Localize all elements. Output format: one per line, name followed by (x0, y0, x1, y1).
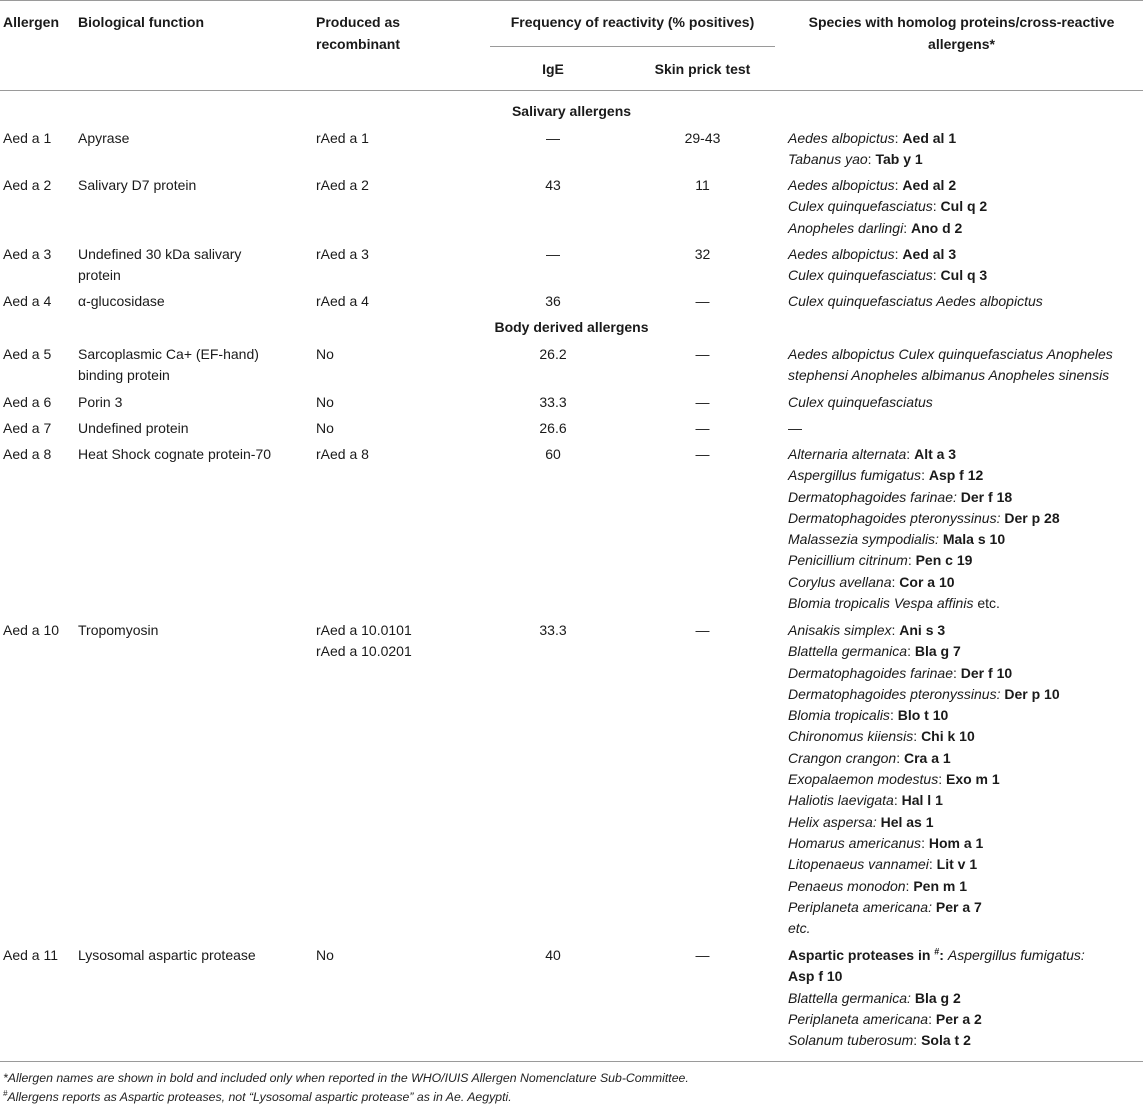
row-species (788, 291, 1043, 312)
species-name: Corylus avellana (788, 573, 892, 590)
species-line (788, 897, 1060, 918)
species-line (788, 748, 1060, 769)
species-line (788, 966, 1085, 987)
allergen-name: Asp f 10 (788, 968, 843, 985)
row-ige: 60 (545, 446, 561, 462)
footnote-hash-text: Allergens reports as Aspartic proteases, not “Lysosomal aspartic protease” as in Ae. Aegypti. (7, 1090, 512, 1104)
footnote-hash (3, 1088, 512, 1106)
species-name: Blomia tropicalis Vespa affinis (788, 595, 974, 612)
row-ige: — (546, 130, 560, 146)
function-line: Lysosomal aspartic protease (78, 947, 256, 963)
separator: — (788, 420, 802, 436)
species-line (788, 705, 1060, 726)
species-name: Aspergillus fumigatus (788, 467, 922, 484)
species-line (788, 918, 1060, 939)
row-biological-function (78, 291, 165, 312)
row-species (788, 344, 1113, 387)
species-line (788, 291, 1043, 312)
recombinant-line: rAed a 10.0201 (316, 643, 412, 660)
species-line (788, 508, 1060, 529)
row-skin-prick-test: — (695, 420, 710, 436)
separator: : (867, 151, 876, 168)
species-line (788, 812, 1060, 833)
row-skin-prick-test: — (695, 293, 710, 309)
species-line (788, 244, 987, 265)
row-biological-function (78, 620, 158, 641)
species-name: Malassezia sympodialis: (788, 531, 939, 548)
species-name: Culex quinquefasciatus Aedes albopictus (788, 293, 1043, 309)
species-name: Blattella germanica: (788, 989, 911, 1006)
row-ige: 33.3 (539, 394, 567, 410)
row-allergen: Aed a 1 (3, 130, 52, 146)
row-species (788, 392, 933, 413)
recombinant-line: rAed a 2 (316, 177, 369, 193)
section-body-derived-allergens: Body derived allergens (494, 319, 649, 335)
species-name: Tabanus yao (788, 151, 868, 168)
species-line (788, 196, 987, 217)
species-line (788, 572, 1060, 593)
species-line (788, 684, 1060, 705)
species-line (788, 945, 1085, 966)
allergen-name: Tab y 1 (875, 151, 923, 168)
allergen-name: Der p 10 (1004, 685, 1060, 702)
allergen-name: Cor a 10 (899, 573, 955, 590)
allergen-name: Der p 28 (1004, 509, 1060, 526)
species-name: Alternaria alternata (788, 446, 907, 462)
species-line (788, 620, 1060, 641)
separator: : (932, 198, 941, 215)
species-line (788, 550, 1060, 571)
species-line (788, 444, 1060, 465)
species-line (788, 344, 1113, 365)
species-line (788, 218, 987, 239)
separator: : (903, 219, 911, 236)
row-allergen: Aed a 2 (3, 177, 52, 193)
species-line (788, 487, 1060, 508)
section-salivary-allergens: Salivary allergens (511, 103, 632, 119)
separator: : (894, 130, 903, 146)
header-ige: IgE (542, 61, 564, 77)
row-species (788, 444, 1060, 614)
function-line: Tropomyosin (78, 622, 159, 638)
allergen-name: Ano d 2 (910, 219, 963, 236)
species-line (788, 149, 956, 170)
recombinant-line: No (316, 394, 334, 410)
separator: : (913, 1032, 922, 1049)
row-allergen: Aed a 4 (3, 293, 52, 309)
species-line (788, 1030, 1085, 1051)
recombinant-line: rAed a 10.0101 (316, 622, 412, 638)
allergen-name: Per a 7 (935, 898, 982, 915)
separator: : (913, 728, 922, 745)
allergen-name: Exo m 1 (945, 771, 1000, 788)
row-skin-prick-test: 29-43 (684, 130, 721, 146)
species-name: Haliotis laevigata (788, 792, 894, 809)
separator: : (906, 446, 915, 462)
species-name: Penicillium citrinum (788, 552, 908, 569)
header-allergen: Allergen (3, 14, 60, 30)
function-line: Heat Shock cognate protein-70 (78, 446, 272, 462)
separator: : (932, 267, 941, 284)
header-skin-prick-test: Skin prick test (654, 61, 751, 77)
function-line: Sarcoplasmic Ca+ (EF-hand) (78, 346, 259, 362)
row-recombinant (316, 291, 369, 312)
separator: : (891, 622, 900, 638)
species-line (788, 726, 1060, 747)
species-line (788, 769, 1060, 790)
allergen-name: Blo t 10 (897, 707, 949, 724)
separator: : (905, 877, 914, 894)
bottom-rule (0, 1061, 1143, 1062)
separator: : (907, 552, 916, 569)
row-recombinant (316, 945, 334, 966)
species-name: Periplaneta americana (788, 1010, 929, 1027)
species-name: Aedes albopictus (788, 130, 895, 146)
species-name: Culex quinquefasciatus (788, 394, 933, 410)
row-allergen: Aed a 8 (3, 446, 52, 462)
footnote-hash-mark: # (3, 1088, 8, 1098)
row-recombinant (316, 344, 334, 365)
row-species (788, 244, 987, 287)
row-recombinant (316, 418, 334, 439)
row-ige: 26.2 (539, 346, 567, 362)
species-line (788, 854, 1060, 875)
allergen-name: Cra a 1 (903, 749, 951, 766)
separator: : (921, 834, 929, 851)
separator: : (894, 246, 903, 262)
row-recombinant (316, 620, 412, 663)
species-name: Aedes albopictus Culex quinquefasciatus Anopheles (788, 346, 1113, 362)
function-line: protein (78, 267, 121, 284)
row-skin-prick-test: — (695, 947, 710, 963)
function-line: Undefined 30 kDa salivary (78, 246, 242, 262)
allergen-name: Sola t 2 (921, 1032, 971, 1049)
row-ige: — (546, 246, 560, 262)
species-name: Exopalaemon modestus (788, 771, 939, 788)
row-ige: 26.6 (539, 420, 567, 436)
allergen-name: Hom a 1 (928, 834, 984, 851)
separator: : (921, 467, 929, 484)
species-name: Crangon crangon (788, 749, 897, 766)
separator: : (907, 643, 915, 660)
row-biological-function (78, 945, 256, 966)
row-recombinant (316, 244, 369, 265)
species-name: Solanum tuberosum (788, 1032, 914, 1049)
allergen-name: Per a 2 (935, 1010, 982, 1027)
allergen-name: Aed al 2 (902, 177, 957, 193)
row-species (788, 128, 956, 171)
species-name: Dermatophagoides farinae (788, 664, 953, 681)
row-recombinant (316, 392, 334, 413)
separator: : (893, 792, 902, 809)
species-line (788, 265, 987, 286)
allergen-name: Hel as 1 (880, 813, 934, 830)
species-name: Anopheles darlingi (788, 219, 904, 236)
allergen-name: Chi k 10 (921, 728, 975, 745)
row-allergen: Aed a 11 (3, 947, 59, 963)
allergen-name: Aed al 1 (902, 130, 957, 146)
row-species (788, 945, 1085, 1051)
top-rule (0, 0, 1143, 1)
allergen-name: Lit v 1 (936, 856, 978, 873)
species-name: Periplaneta americana: (788, 898, 932, 915)
species-name: Blomia tropicalis (788, 707, 890, 724)
row-ige: 40 (545, 947, 561, 963)
row-biological-function (78, 128, 129, 149)
allergen-name: Asp f 12 (928, 467, 984, 484)
row-allergen: Aed a 5 (3, 346, 52, 362)
species-line (788, 465, 1060, 486)
species-name: etc. (788, 920, 811, 937)
footnote-star: *Allergen names are shown in bold and included only when reported in the WHO/IUIS Allergen Nomenclature Sub-Committee. (3, 1071, 689, 1085)
header-recombinant: Produced as recombinant (316, 14, 401, 52)
recombinant-line: rAed a 1 (316, 130, 369, 146)
row-biological-function (78, 175, 196, 196)
row-recombinant (316, 128, 369, 149)
row-ige: 43 (545, 177, 561, 193)
separator: : (896, 749, 904, 766)
species-name: Blattella germanica (788, 643, 908, 660)
species-line (788, 876, 1060, 897)
recombinant-line: No (316, 420, 334, 436)
row-biological-function (78, 244, 241, 287)
species-line (788, 392, 933, 413)
row-allergen: Aed a 3 (3, 246, 52, 262)
row-recombinant (316, 175, 369, 196)
row-skin-prick-test: 32 (694, 246, 711, 262)
species-name: Litopenaeus vannamei (788, 856, 929, 873)
allergen-name: Pen c 19 (915, 552, 973, 569)
recombinant-line: rAed a 4 (316, 293, 369, 309)
allergen-name: Ani s 3 (899, 622, 946, 638)
species-line (788, 593, 1060, 614)
allergen-name: Bla g 2 (914, 989, 961, 1006)
function-line: Apyrase (78, 130, 130, 146)
header-frequency: Frequency of reactivity (% positives) (510, 14, 755, 30)
species-name: Aspergillus fumigatus: (947, 947, 1085, 963)
species-line (788, 529, 1060, 550)
species-name: Helix aspersa: (788, 813, 877, 830)
function-line: Undefined protein (78, 420, 189, 436)
species-line (788, 365, 1113, 386)
species-line (788, 988, 1085, 1009)
species-line (788, 641, 1060, 662)
separator: etc. (973, 595, 1000, 612)
row-allergen: Aed a 6 (3, 394, 52, 410)
allergen-name: : (939, 947, 948, 963)
species-name: Dermatophagoides farinae: (788, 488, 957, 505)
row-biological-function (78, 344, 259, 387)
separator: : (889, 707, 898, 724)
row-skin-prick-test: 11 (695, 177, 710, 193)
row-skin-prick-test: — (695, 446, 710, 462)
header-rule (0, 90, 1143, 91)
allergen-name: Bla g 7 (914, 643, 961, 660)
species-name: Culex quinquefasciatus (788, 267, 933, 284)
function-line: Salivary D7 protein (78, 177, 197, 193)
row-ige: 33.3 (539, 622, 567, 638)
row-ige: 36 (545, 293, 561, 309)
species-name: Homarus americanus (788, 834, 922, 851)
separator: : (891, 573, 900, 590)
species-name: Aedes albopictus (788, 177, 895, 193)
frequency-rule (490, 46, 775, 47)
species-line (788, 418, 802, 439)
species-line (788, 790, 1060, 811)
row-biological-function (78, 444, 271, 465)
allergen-name: Cul q 3 (940, 267, 988, 284)
function-line: α-glucosidase (78, 293, 165, 309)
row-species (788, 418, 802, 439)
species-name: Dermatophagoides pteronyssinus: (788, 685, 1001, 702)
species-line (788, 175, 987, 196)
row-allergen: Aed a 7 (3, 420, 52, 436)
recombinant-line: No (316, 947, 334, 963)
row-allergen: Aed a 10 (3, 622, 60, 638)
footnote-mark: # (934, 946, 940, 957)
separator: : (894, 177, 903, 193)
species-name: Culex quinquefasciatus (788, 198, 933, 215)
header-biological-function: Biological function (78, 14, 204, 30)
species-name: stephensi Anopheles albimanus Anopheles sinensis (788, 367, 1110, 384)
species-name: Anisakis simplex (788, 622, 892, 638)
row-biological-function (78, 392, 122, 413)
function-line: binding protein (78, 367, 170, 384)
row-biological-function (78, 418, 189, 439)
separator: : (928, 856, 937, 873)
allergen-name: Der f 18 (960, 488, 1013, 505)
recombinant-line: rAed a 8 (316, 446, 369, 462)
function-line: Porin 3 (78, 394, 123, 410)
row-skin-prick-test: — (695, 622, 710, 638)
allergen-name: Hal l 1 (901, 792, 943, 809)
row-recombinant (316, 444, 369, 465)
species-name: Penaeus monodon (788, 877, 906, 894)
species-name: Dermatophagoides pteronyssinus: (788, 509, 1001, 526)
row-species (788, 620, 1060, 939)
allergen-name: Mala s 10 (942, 531, 1006, 548)
species-name: Chironomus kiiensis (788, 728, 914, 745)
allergen-name: Aed al 3 (902, 246, 957, 262)
species-line (788, 663, 1060, 684)
allergen-name: Pen m 1 (913, 877, 968, 894)
species-name: Aedes albopictus (788, 246, 895, 262)
separator: : (953, 664, 961, 681)
separator: : (938, 771, 946, 788)
species-line (788, 833, 1060, 854)
row-species (788, 175, 987, 239)
species-line (788, 1009, 1085, 1030)
separator: : (928, 1010, 936, 1027)
allergen-name: Aspartic proteases in (788, 947, 935, 963)
allergen-name: Der f 10 (960, 664, 1013, 681)
species-line (788, 128, 956, 149)
recombinant-line: rAed a 3 (316, 246, 369, 262)
row-skin-prick-test: — (695, 346, 710, 362)
recombinant-line: No (316, 346, 334, 362)
row-skin-prick-test: — (695, 394, 710, 410)
header-species: Species with homolog proteins/cross-reactive allergens* (808, 14, 1115, 52)
allergen-name: Cul q 2 (940, 198, 988, 215)
allergen-name: Alt a 3 (914, 446, 957, 462)
